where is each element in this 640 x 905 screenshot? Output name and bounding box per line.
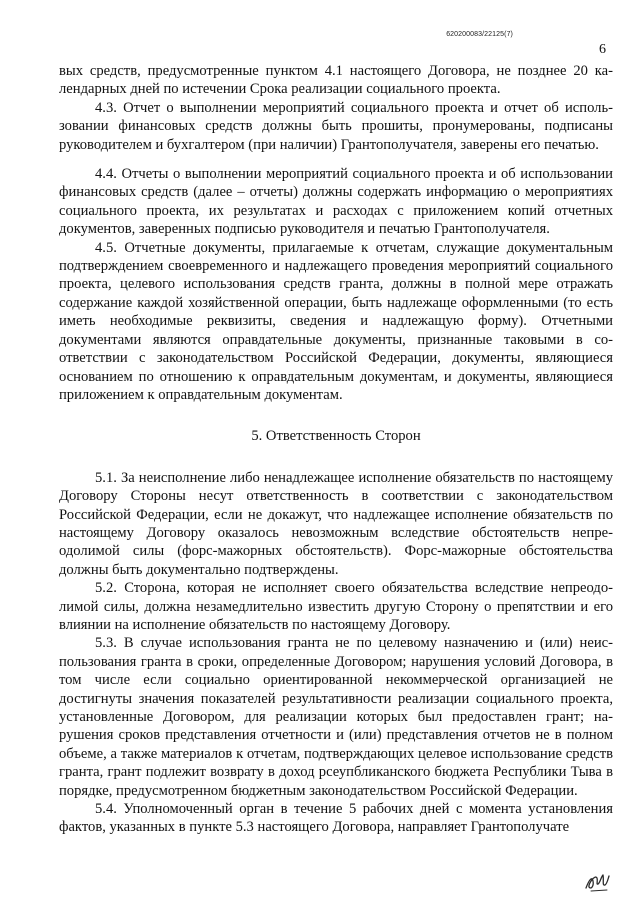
section-heading: 5. Ответственность Сторон — [251, 428, 421, 445]
document-registration-number: 620200083/22125(7) — [446, 31, 513, 38]
paragraph-5-1: 5.1. За неисполнение либо ненадлежащее исполнение обязательств по настоящему Договору Стороны несут ответственность в соответствии с законодательством Российской Федерации, если не докажут, что надлежащее исполнение обязательств по настоящему Договору оказалось невозможным вследствие обстоятельств непреодолимой силы (форс-мажорных обстоятельств). Форс-мажорные обстоятельства должны быть документально подтверждены. — [59, 469, 613, 578]
paragraph-4-3: 4.3. Отчет о выполнении мероприятий социального проекта и отчет об использовании финансовых средств должны быть прошиты, пронумерованы, подписаны руководителем и бухгалтером (при наличии) Грантополучателя, заверены его печатью. — [59, 99, 613, 153]
paragraph-4-4: 4.4. Отчеты о выполнении мероприятий социального проекта и об использовании финансовых средств (далее – отчеты) должны содержать информацию о мероприятиях социального проекта, их результатах и расходах с приложением копий отчетных документов, заверенных подписью руководителя и печатью Грантополучателя. — [59, 166, 613, 238]
paragraph-continuation: вых средств, предусмотренные пунктом 4.1 настоящего Договора, не позднее 20 календарных дней по истечении Срока реализации социального проекта. — [59, 63, 613, 98]
paragraph-5-4: 5.4. Уполномоченный орган в течение 5 рабочих дней с момента установления фактов, указанных в пункте 5.3 настоящего Договора, направляет Грантополучате — [59, 801, 613, 836]
handwritten-signature-icon — [583, 866, 611, 894]
paragraph-5-3: 5.3. В случае использования гранта не по целевому назначению и (или) неиспользования гранта в сроки, определенные Договором; нарушения условий Договора, в том числе если социально ориентированной некоммерческой организацией не достигнуты значения показателей результативности реализации социального проекта, установленные Договором, для реализации которых был предоставлен грант; нарушения сроков представления отчетности и (или) представления отчетов не в полном объеме, а также материалов к отчетам, подтверждающих целевое использование средств гранта, грант подлежит возврату в доход рсеупбликанского бюджета Республики Тыва в порядке, предусмотренном бюджетным законодательством Российской Федерации. — [59, 635, 613, 799]
page-number: 6 — [599, 42, 606, 57]
document-body — [59, 62, 613, 837]
paragraph-4-5: 4.5. Отчетные документы, прилагаемые к отчетам, служащие документальным подтверждением своевременного и надлежащего проведения мероприятий социального проекта, целевого использования средств гранта, должны в полной мере отражать содержание каждой хозяйственной операции, быть надлежаще оформленными (то есть иметь необходимые реквизиты, сведения и надлежащую форму). Отчетными документами являются оправдательные документы, признанные таковыми в соответствии с законодательством Российской Федерации, документы, являющиеся основанием по отношению к оправдательным документам, и документы, являющиеся приложением к оправдательным документам. — [59, 239, 613, 403]
paragraph-5-2: 5.2. Сторона, которая не исполняет своего обязательства вследствие непреодолимой силы, должна незамедлительно известить другую Сторону о препятствии и его влиянии на исполнение обязательств по настоящему Договору. — [59, 580, 613, 633]
